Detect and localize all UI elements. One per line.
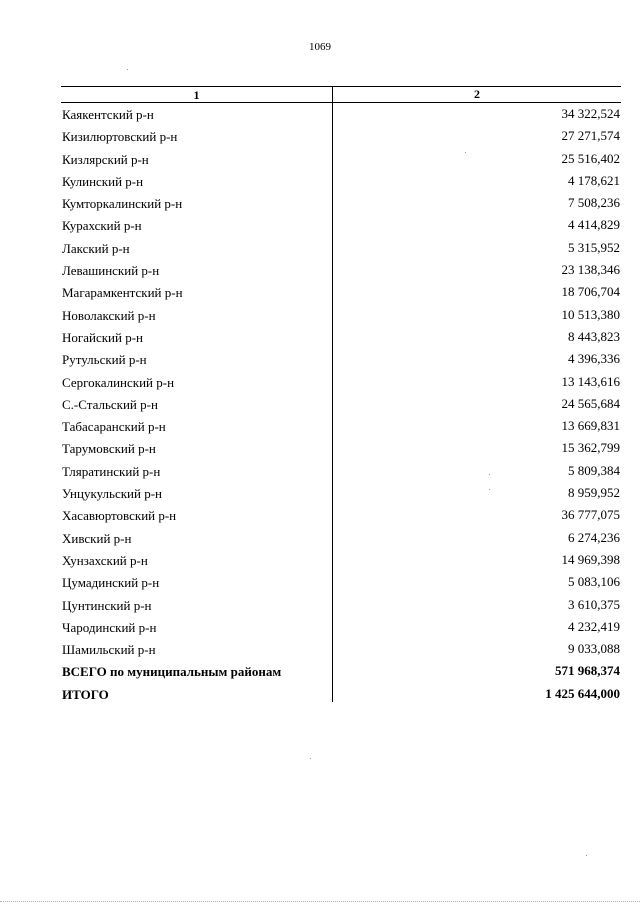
table-row-value: 14 969,398: [561, 551, 620, 567]
page-number: 1069: [309, 41, 331, 53]
table-row: [61, 418, 621, 440]
table-row-name: Ногайский р-н: [62, 329, 143, 345]
table-row-name: Каякентский р-н: [62, 107, 154, 122]
scan-speck: [465, 152, 466, 153]
scan-speck: [586, 855, 587, 856]
table-row: [61, 240, 621, 262]
total-row-value: 1 425 644,000: [545, 685, 620, 701]
table-row-value: 15 362,799: [561, 440, 620, 456]
table-row-value: 4 414,829: [568, 217, 620, 233]
table-row: [61, 574, 621, 596]
table-row-value: 10 513,380: [561, 306, 620, 322]
table-row: [61, 597, 621, 619]
table-row: [61, 151, 621, 173]
table-row-name: Цумадинский р-н: [62, 575, 160, 591]
table-row-value: 5 809,384: [568, 462, 620, 478]
table-row: [61, 507, 621, 529]
table-row: [61, 552, 621, 574]
table-row: [61, 619, 621, 641]
table-row: [61, 641, 621, 663]
table-row-value: 4 178,621: [568, 172, 620, 188]
table-row-value: 25 516,402: [561, 150, 620, 166]
table-row-value: 3 610,375: [568, 596, 620, 612]
table-row: [61, 463, 621, 485]
table-header: [61, 86, 621, 102]
table-row-name: С.-Стальский р-н: [62, 396, 158, 412]
table-row: [61, 128, 621, 150]
table-row-value: 8 443,823: [568, 328, 620, 344]
table-row: [61, 262, 621, 284]
table-row-name: Тарумовский р-н: [62, 441, 156, 457]
table-row-value: 27 271,574: [561, 128, 620, 144]
column-header-1: 1: [193, 88, 200, 102]
scan-speck: [127, 69, 128, 70]
total-row: [61, 686, 621, 708]
table-row: [61, 329, 621, 351]
table-row-name: Цунтинский р-н: [62, 597, 152, 613]
table-row-name: Лакский р-н: [62, 240, 130, 256]
table-row-value: 7 508,236: [568, 195, 620, 211]
table-row-value: 5 315,952: [568, 239, 620, 255]
table-body: [61, 106, 621, 708]
table-row: [61, 396, 621, 418]
total-row: [61, 663, 621, 685]
total-row-value: 571 968,374: [555, 663, 620, 679]
table-row-value: 36 777,075: [561, 507, 620, 523]
table-row: [61, 351, 621, 373]
table-row-name: Шамильский р-н: [62, 642, 156, 658]
table-row-value: 4 232,419: [568, 618, 620, 634]
table-row-value: 6 274,236: [568, 529, 620, 545]
table-row-name: Кумторкалинский р-н: [62, 196, 183, 212]
total-row-name: ИТОГО: [62, 686, 109, 702]
table-row-name: Хивский р-н: [62, 530, 132, 546]
table-row: [61, 173, 621, 195]
table-row-value: 5 083,106: [568, 574, 620, 590]
table-row-value: 18 706,704: [561, 284, 620, 300]
table-row-name: Тляратинский р-н: [62, 463, 161, 479]
table-row: [61, 106, 621, 128]
table-row-name: Унцукульский р-н: [62, 486, 162, 502]
scan-speck: [489, 474, 490, 475]
table-row-value: 8 959,952: [568, 485, 620, 501]
scan-speck: [310, 758, 311, 759]
table-row: [61, 530, 621, 552]
table-row-name: Новолакский р-н: [62, 307, 156, 323]
table-row-value: 9 033,088: [568, 641, 620, 657]
table-row-value: 23 138,346: [561, 262, 620, 278]
scan-bottom-edge: [0, 901, 640, 902]
table-row-name: Кизилюртовский р-н: [62, 129, 178, 145]
table-row: [61, 217, 621, 239]
table-row: [61, 440, 621, 462]
scan-speck: [489, 489, 490, 490]
table-row-name: Сергокалинский р-н: [62, 374, 175, 390]
table-row-value: 24 565,684: [561, 395, 620, 411]
table-row-value: 13 143,616: [561, 373, 620, 389]
table-row-name: Магарамкентский р-н: [62, 285, 183, 301]
table-row-name: Чародинский р-н: [62, 619, 157, 635]
table-row: [61, 284, 621, 306]
table-row: [61, 307, 621, 329]
table-row-value: 34 322,524: [561, 106, 620, 121]
table-row-name: Хунзахский р-н: [62, 552, 148, 568]
table-row-name: Хасавюртовский р-н: [62, 508, 177, 524]
table-row-value: 13 669,831: [561, 418, 620, 434]
table-row-value: 4 396,336: [568, 351, 620, 367]
total-row-name: ВСЕГО по муниципальным районам: [62, 664, 282, 680]
table-row-name: Табасаранский р-н: [62, 419, 166, 435]
table-row-name: Рутульский р-н: [62, 352, 147, 368]
table-row: [61, 485, 621, 507]
table-row: [61, 374, 621, 396]
table-row-name: Кизлярский р-н: [62, 151, 149, 167]
table-row-name: Левашинский р-н: [62, 263, 160, 279]
table-row-name: Кулинский р-н: [62, 173, 144, 189]
table-row-name: Курахский р-н: [62, 218, 142, 234]
table-row: [61, 195, 621, 217]
column-header-2: 2: [474, 87, 480, 101]
